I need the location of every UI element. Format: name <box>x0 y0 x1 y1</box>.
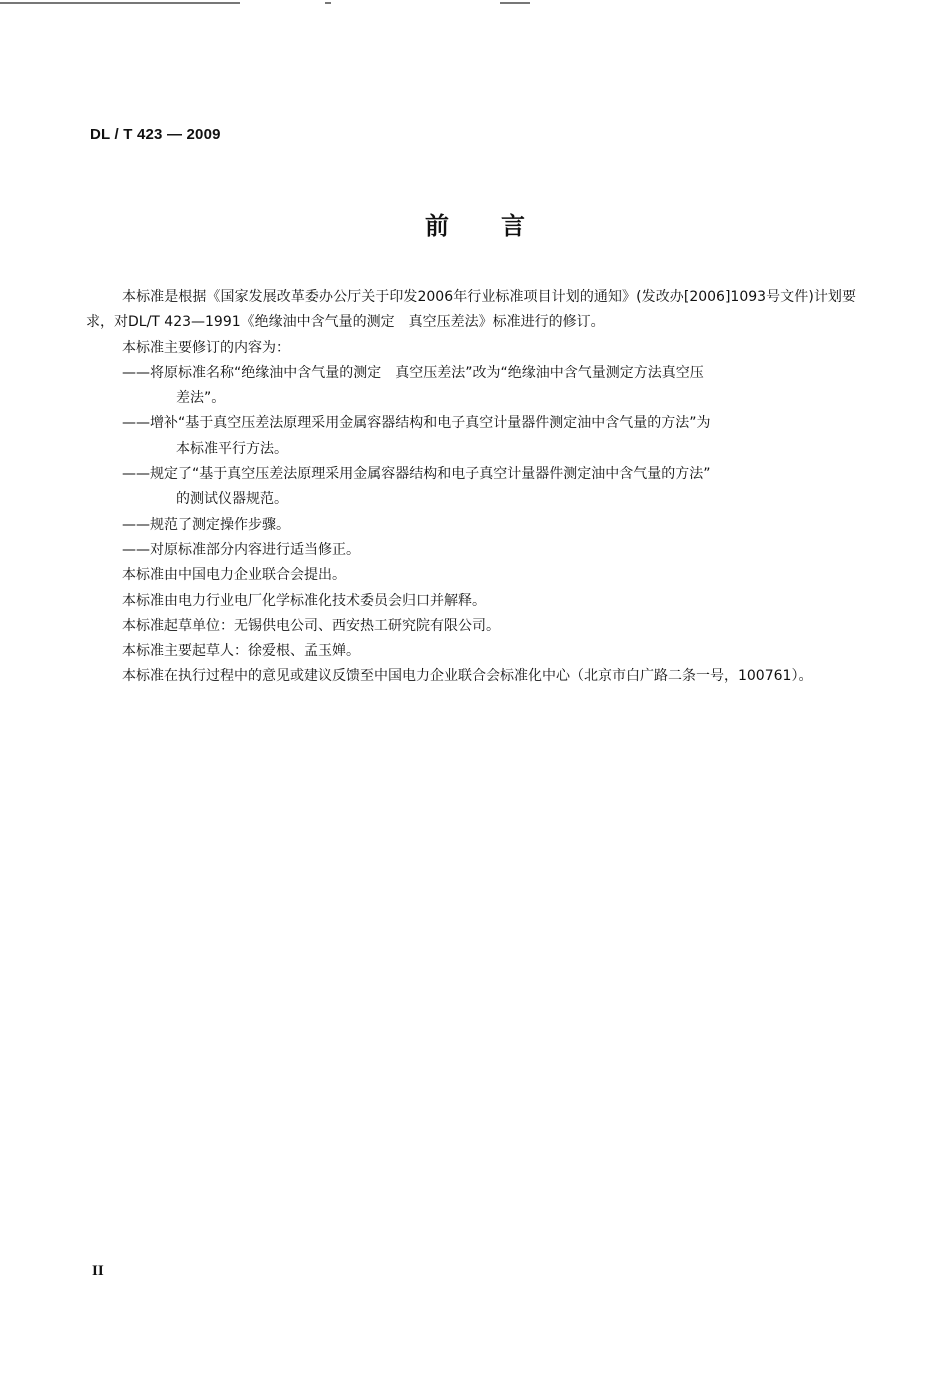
paragraph-revisions-intro: 本标准主要修订的内容为： <box>122 339 290 356</box>
paragraph-proposer: 本标准由中国电力企业联合会提出。 <box>122 567 346 584</box>
title-char-2: 言 <box>501 212 525 240</box>
revision-item-lead: ——对原标准部分内容进行适当修正。 <box>122 541 360 558</box>
paragraph-feedback: 本标准在执行过程中的意见或建议反馈至中国电力企业联合会标准化中心（北京市白广路二条一号，100761）。 <box>122 668 813 685</box>
revision-item-lead: ——增补“基于真空压差法原理采用金属容器结构和电子真空计量器件测定油中含气量的方法”为 <box>122 415 711 432</box>
paragraph-drafting-units: 本标准起草单位：无锡供电公司、西安热工研究院有限公司。 <box>122 617 500 634</box>
revision-item-cont: 本标准平行方法。 <box>176 440 288 457</box>
standard-code: DL / T 423 — 2009 <box>90 126 221 143</box>
revision-item-cont: 差法”。 <box>176 390 226 407</box>
revision-item-cont: 的测试仪器规范。 <box>176 491 288 508</box>
paragraph-committee: 本标准由电力行业电厂化学标准化技术委员会归口并解释。 <box>122 592 486 609</box>
page-number: II <box>92 1263 104 1279</box>
revision-item <box>86 513 856 538</box>
revision-item-lead: ——将原标准名称“绝缘油中含气量的测定 真空压差法”改为“绝缘油中含气量测定方法真空压 <box>122 364 704 381</box>
paragraph-origin: 本标准是根据《国家发展改革委办公厅关于印发2006年行业标准项目计划的通知》(发改办[2006]1093号文件)计划要求，对DL/T 423—1991《绝缘油中含气量的测定 真空压差法》标准进行的修订。 <box>86 289 856 331</box>
page-title <box>0 206 950 241</box>
revision-item <box>86 462 856 513</box>
revision-item <box>86 361 856 412</box>
revision-item-lead: ——规范了测定操作步骤。 <box>122 516 290 533</box>
foreword-body <box>86 285 856 690</box>
revision-item-lead: ——规定了“基于真空压差法原理采用金属容器结构和电子真空计量器件测定油中含气量的方法” <box>122 466 711 483</box>
title-char-1: 前 <box>425 212 449 240</box>
paragraph-drafters: 本标准主要起草人：徐爱根、孟玉婵。 <box>122 643 360 660</box>
scan-edge-artifact <box>0 0 950 8</box>
revision-item <box>86 411 856 462</box>
revision-item <box>86 538 856 563</box>
